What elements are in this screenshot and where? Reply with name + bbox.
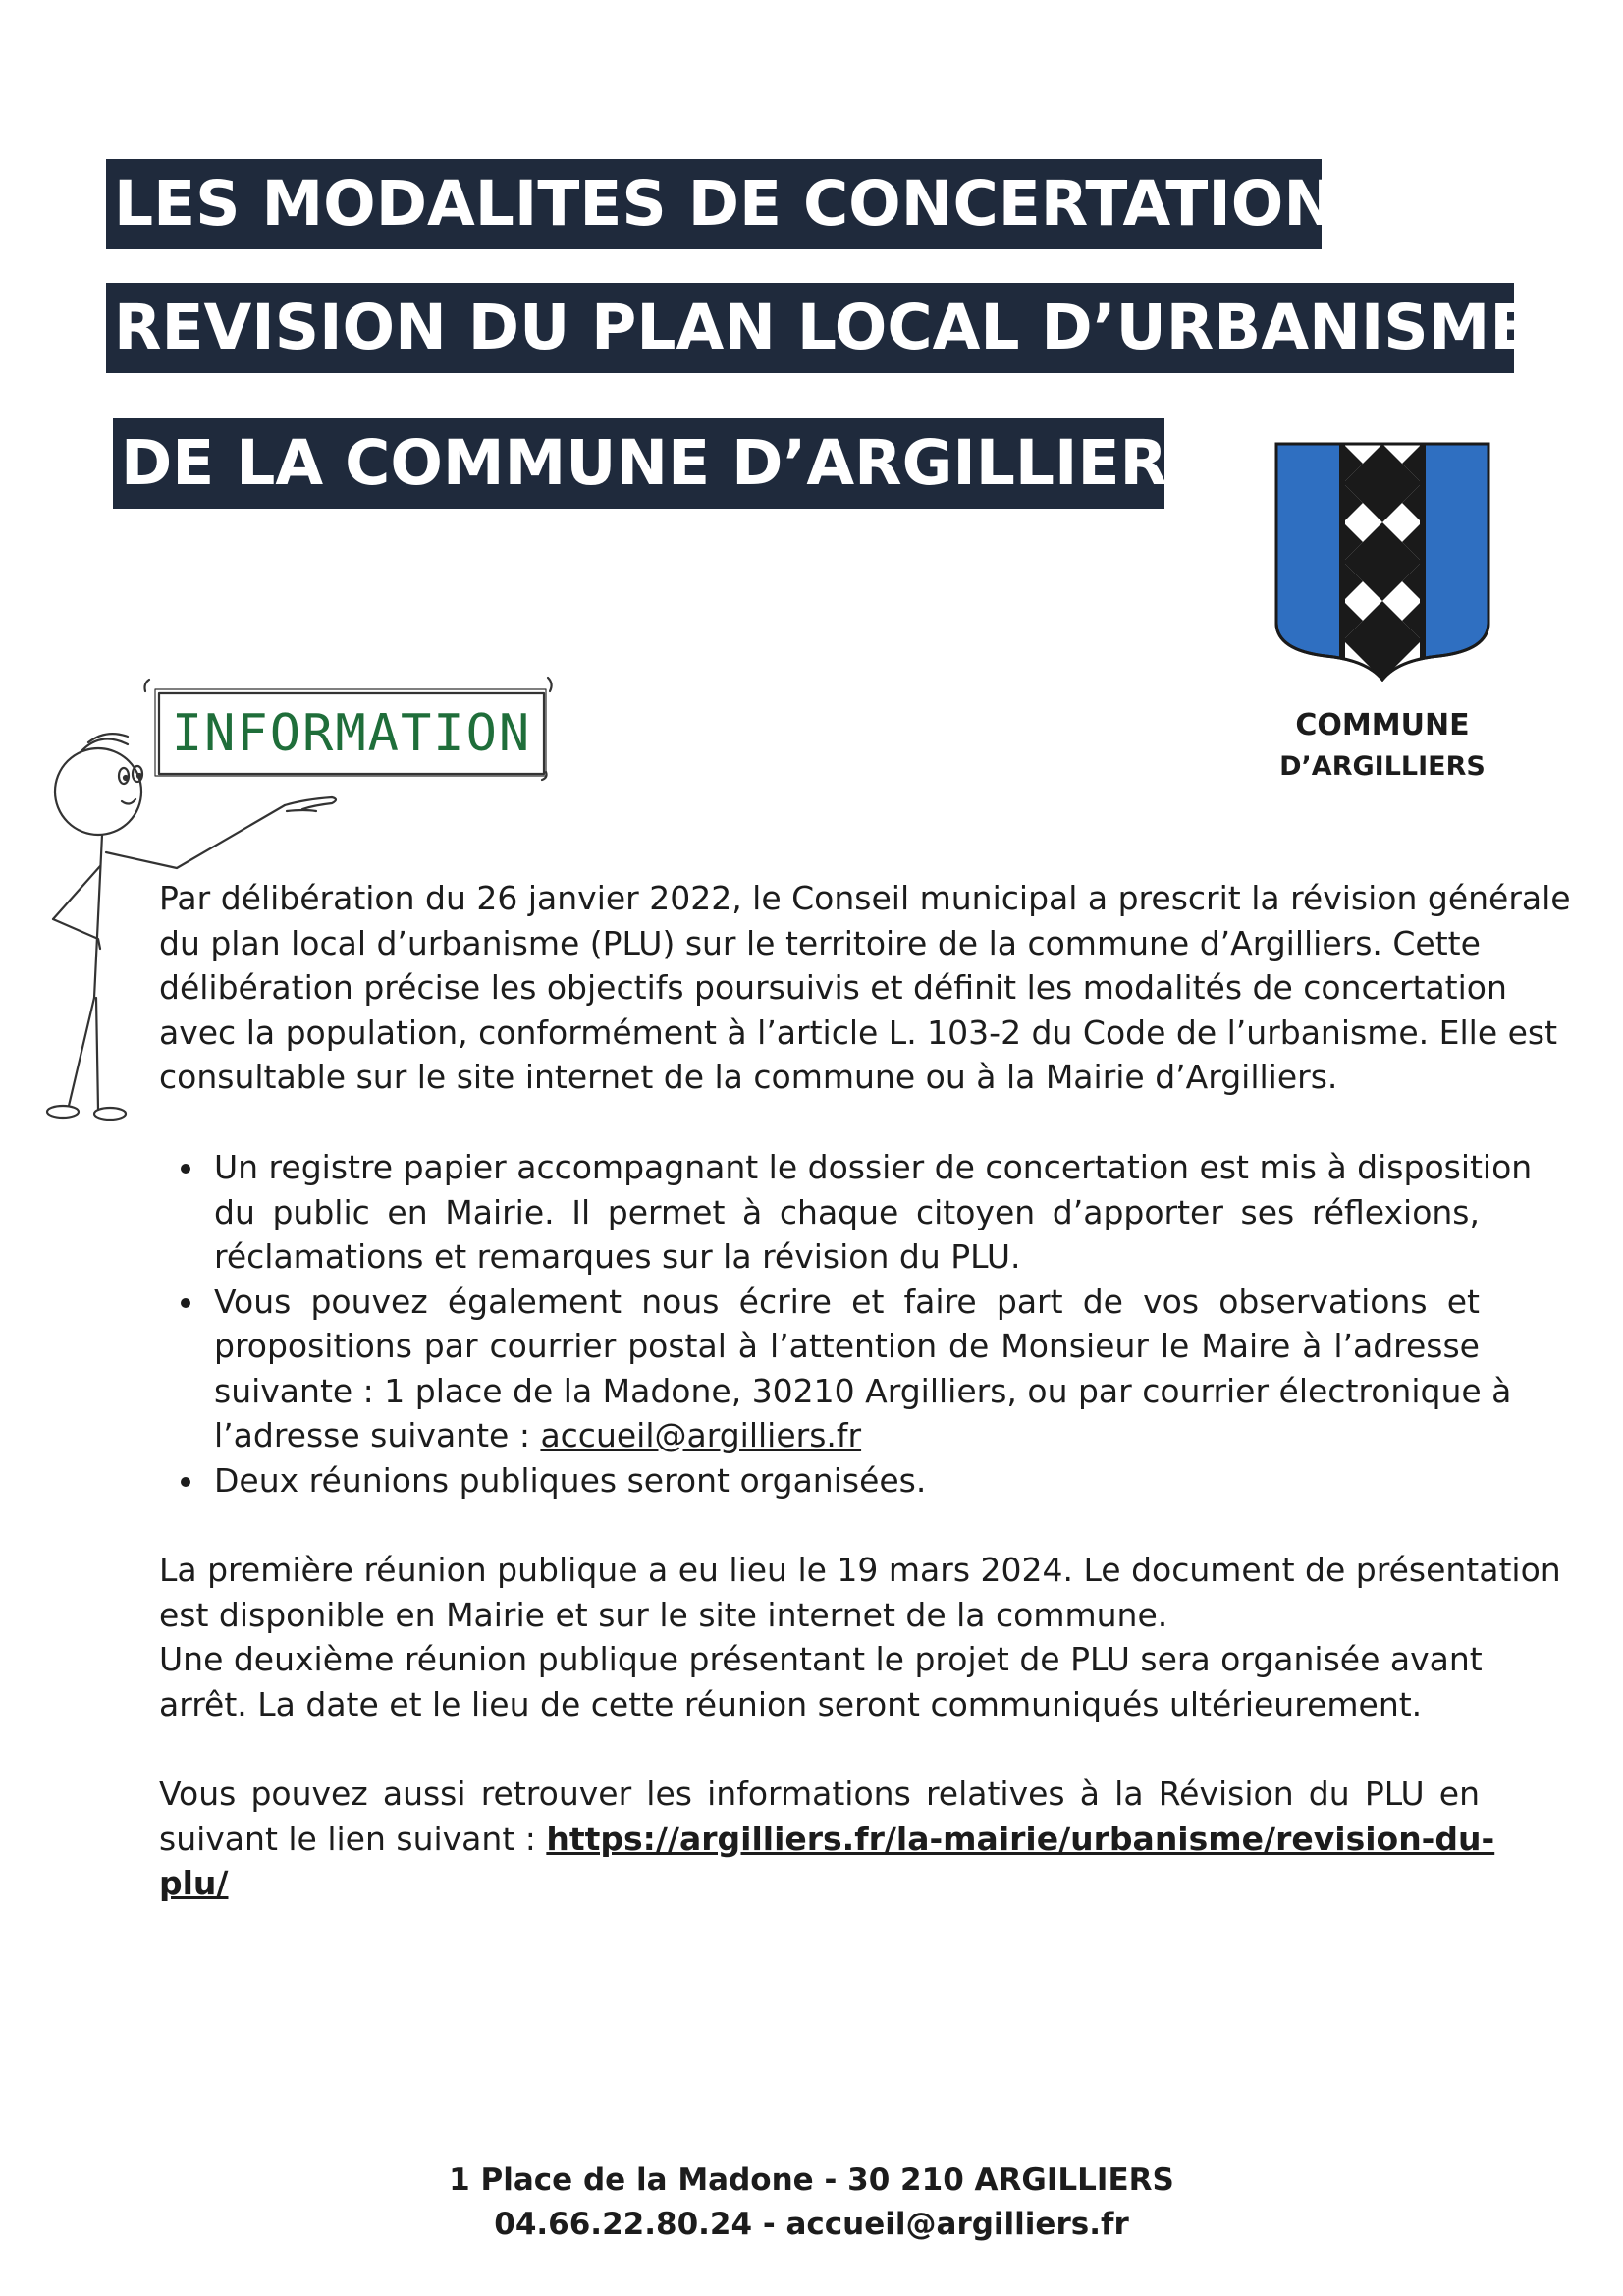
list-item-line [214, 1413, 1480, 1458]
intro-line: avec la population, conformément à l’article L. 103-2 du Code de l’urbanisme. Elle est [159, 1012, 1558, 1052]
commune-name-line-2: D’ARGILLIERS [1279, 751, 1486, 782]
concertation-methods-list [157, 1145, 1533, 1503]
footer [0, 2159, 1623, 2247]
list-item-line: Deux réunions publiques seront organisées. [214, 1460, 927, 1500]
commune-name [1247, 705, 1518, 788]
information-sign-text: INFORMATION [171, 704, 532, 763]
list-item-line: Un registre papier accompagnant le dossier de concertation est mis à disposition [214, 1148, 1533, 1186]
intro-line: Par délibération du 26 janvier 2022, le Conseil municipal a prescrit la révision générale [159, 879, 1571, 917]
footer-contact: 04.66.22.80.24 - accueil@argilliers.fr [494, 2207, 1129, 2242]
link-paragraph-line [159, 1861, 1480, 1906]
intro-paragraph [159, 876, 1571, 1100]
list-item-line: du public en Mairie. Il permet à chaque citoyen d’apporter ses réflexions, [214, 1192, 1480, 1231]
footer-address: 1 Place de la Madone - 30 210 ARGILLIERS [449, 2162, 1174, 2198]
list-item [157, 1280, 1512, 1458]
email-link[interactable]: accueil@argilliers.fr [540, 1416, 862, 1454]
list-item-line: suivante : 1 place de la Madone, 30210 Argilliers, ou par courrier électronique à [214, 1371, 1512, 1410]
intro-line: consultable sur le site internet de la commune ou à la Mairie d’Argilliers. [159, 1058, 1338, 1096]
revision-plu-link-continued[interactable]: plu/ [159, 1864, 229, 1902]
intro-line: du plan local d’urbanisme (PLU) sur le territoire de la commune d’Argilliers. Cette [159, 923, 1481, 962]
meetings-line: La première réunion publique a eu lieu le 19 mars 2024. Le document de présentation [159, 1551, 1561, 1589]
link-paragraph-line: Vous pouvez aussi retrouver les informations relatives à la Révision du PLU en [159, 1775, 1480, 1813]
link-prefix: suivant le lien suivant : [159, 1819, 547, 1858]
link-paragraph-line [159, 1817, 1495, 1862]
meetings-line: est disponible en Mairie et sur le site internet de la commune. [159, 1595, 1168, 1634]
title-line-2: REVISION DU PLAN LOCAL D’URBANISME [106, 283, 1514, 373]
list-item-line: réclamations et remarques sur la révision du PLU. [214, 1237, 1021, 1276]
title-line-3: DE LA COMMUNE D’ARGILLIERS [113, 418, 1164, 509]
title-line-1: LES MODALITES DE CONCERTATION [106, 159, 1322, 249]
commune-crest-logo [1272, 440, 1492, 682]
meetings-line: Une deuxième réunion publique présentant le projet de PLU sera organisée avant [159, 1640, 1483, 1678]
list-item [157, 1458, 1480, 1503]
link-paragraph [159, 1772, 1495, 1906]
list-item-line: propositions par courrier postal à l’attention de Monsieur le Maire à l’adresse [214, 1327, 1480, 1365]
email-prefix: l’adresse suivante : [214, 1416, 541, 1454]
meetings-line: arrêt. La date et le lieu de cette réunion seront communiqués ultérieurement. [159, 1684, 1423, 1723]
revision-plu-link[interactable]: https://argilliers.fr/la-mairie/urbanisme/revision-du- [546, 1819, 1495, 1858]
intro-line: délibération précise les objectifs poursuivis et définit les modalités de concertation [159, 968, 1507, 1007]
list-item [157, 1145, 1533, 1280]
commune-name-line-1: COMMUNE [1295, 708, 1470, 742]
list-item-line: Vous pouvez également nous écrire et faire part de vos observations et [214, 1282, 1480, 1321]
meetings-paragraph [159, 1548, 1561, 1726]
